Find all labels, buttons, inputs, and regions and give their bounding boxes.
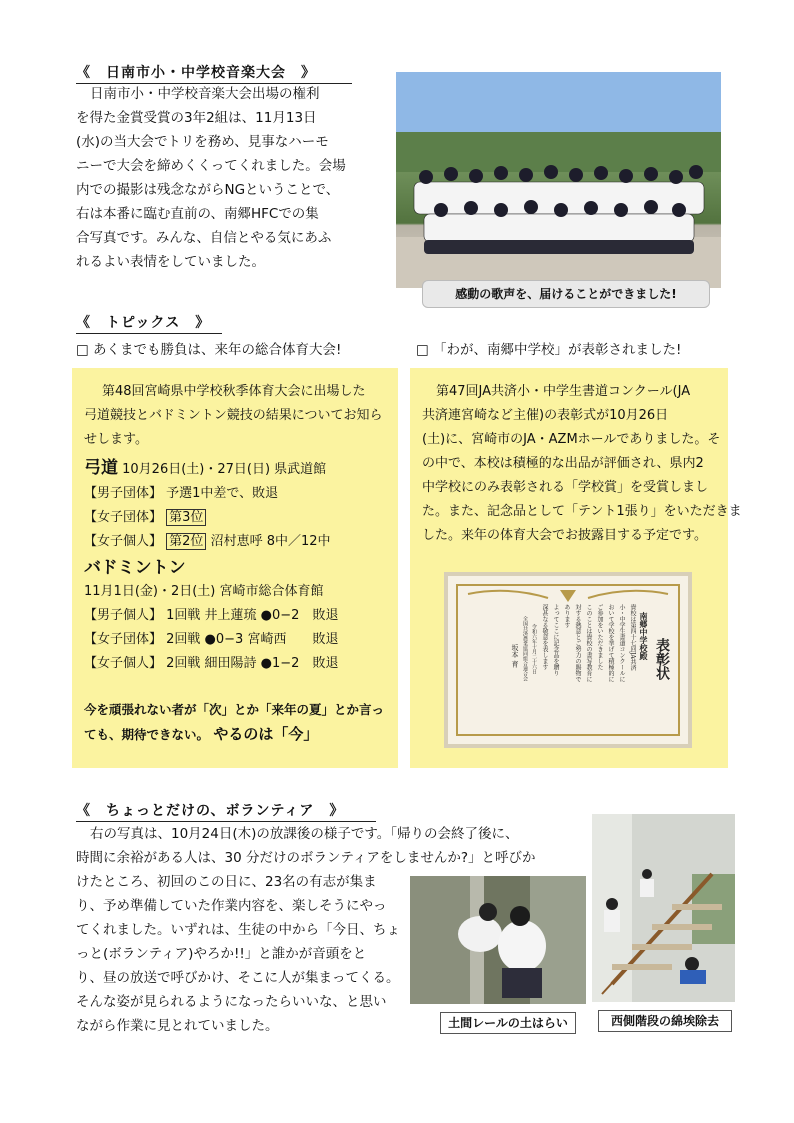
kyudo-title: 弓道 — [84, 458, 118, 478]
badminton-result-row: 【男子個人】 1回戦 井上蓮琉 ●0−2 敗退 — [84, 608, 339, 623]
kyudo-date: 10月26日(土)・27日(日) 県武道館 — [122, 462, 327, 477]
text-line: れるよい表情をしていました。 — [76, 254, 265, 270]
text-line: そんな姿が見られるようになったらいいな、と思い — [76, 994, 387, 1010]
floor-rail-photo — [410, 876, 586, 1004]
intro-line: せします。 — [84, 432, 148, 447]
certificate-title: 表彰状 — [654, 638, 670, 680]
kyudo-row — [84, 456, 390, 482]
kyudo-result-row — [84, 506, 390, 530]
text-line: ニーで大会を締めくくってくれました。会場 — [76, 158, 346, 174]
closing-message-2 — [84, 722, 390, 747]
text-line: っと(ボランティア)やろか!!」と誰かが音頭をと — [76, 946, 367, 962]
certificate-signer: 坂本 育 — [511, 644, 519, 668]
volunteer-text-wide — [76, 822, 596, 870]
kyudo-result-row — [84, 482, 390, 506]
certificate-line: 小・中学生書道コンクールに — [618, 604, 625, 682]
certificate-line: おいて学校を挙げて積極的に — [607, 604, 614, 682]
certificate-line: 深甚なる敬意を表します — [541, 604, 548, 670]
closing-message: 今を頑張れない者が「次」とか「来年の夏」とか言っ — [84, 702, 385, 717]
rank-badge: 第3位 — [166, 509, 206, 526]
award-line: 中学校にのみ表彰される「学校賞」を受賞しまし — [422, 480, 709, 495]
certificate-line: あります — [563, 604, 570, 628]
topic-left-title: □ あくまでも勝負は、来年の総合体育大会! — [76, 342, 342, 358]
certificate-line: このことは貴校の書写教育に — [585, 604, 592, 682]
stairs-photo-scene — [592, 814, 735, 1002]
award-line: の中で、本校は積極的な出品が評価され、県内2 — [422, 456, 704, 471]
group-photo-figures — [396, 72, 721, 288]
group-photo — [396, 72, 721, 288]
badminton-date: 11月1日(金)・2日(土) 宮崎市総合体育館 — [84, 584, 324, 599]
certificate-line: 対する熱意とご努力の賜物で — [574, 604, 581, 682]
group-photo-caption: 感動の歌声を、届けることができました! — [422, 280, 710, 308]
award-line: た。また、記念品として「テント1張り」をいただきま — [422, 504, 742, 519]
certificate-line: よってここに記念品を贈り — [552, 604, 559, 676]
sports-results-box — [72, 368, 398, 768]
certificate-school: 南郷中学校殿 — [639, 612, 649, 660]
text-line: を得た金賞受賞の3年2組は、11月13日 — [76, 110, 317, 126]
badminton-title: バドミントン — [84, 558, 186, 578]
certificate-date: 令和六年十月二十六日 — [531, 624, 537, 674]
certificate-text — [464, 604, 672, 730]
text-line: 日南市小・中学校音楽大会出場の権利 — [90, 86, 320, 102]
text-line: り、予め準備していた作業内容を、楽しそうにやっ — [76, 898, 387, 914]
certificate-org: 全国共済農業協同組合連合会 — [522, 616, 528, 681]
award-line: 第47回JA共済小・中学生書道コンクール(JA — [436, 384, 691, 399]
topic-right-title: □ 「わが、南郷中学校」が表彰されました! — [416, 342, 682, 358]
badminton-result-row: 【女子団体】 2回戦 ●0−3 宮崎西 敗退 — [84, 632, 339, 647]
text-line: てくれました。いずれは、生徒の中から「今日、ちょ — [76, 922, 400, 938]
rank-badge: 第2位 — [166, 533, 206, 550]
stairs-caption: 西側階段の綿埃除去 — [598, 1010, 732, 1032]
certificate-line: ご参加をいただきました — [596, 604, 603, 670]
certificate-image — [444, 572, 692, 748]
text-line: (水)の当大会でトリを務め、見事なハーモ — [76, 134, 329, 150]
result-category: 【女子団体】 — [84, 510, 163, 525]
text-line: 右は本番に臨む直前の、南郷HFCでの集 — [76, 206, 319, 222]
text-line: 内での撮影は残念ながらNGということで、 — [76, 182, 340, 198]
text-line: り、昼の放送で呼びかけ、そこに人が集まってくる。 — [76, 970, 400, 986]
text-line: けたところ、初回のこの日に、23名の有志が集ま — [76, 874, 377, 890]
badminton-result-row: 【女子個人】 2回戦 細田陽詩 ●1−2 敗退 — [84, 656, 339, 671]
award-line: (土)に、宮崎市のJA・AZMホールでありました。そ — [422, 432, 721, 447]
intro-line: 第48回宮崎県中学校秋季体育大会に出場した — [102, 384, 366, 399]
intro-line: 弓道競技とバドミントン競技の結果についてお知ら — [84, 408, 383, 423]
result-detail: 予選1中差で、敗退 — [166, 486, 279, 501]
volunteer-text-narrow — [76, 870, 408, 1038]
floor-rail-photo-scene — [410, 876, 586, 1004]
text-line: 右の写真は、10月24日(木)の放課後の様子です。「帰りの会終了後に、 — [90, 826, 519, 842]
certificate-line: 貴校は第四十七回JA共済 — [629, 604, 636, 671]
closing-part: ても、期待できない。 — [84, 727, 210, 742]
topics-heading: 《 トピックス 》 — [76, 312, 222, 334]
stairs-photo — [592, 814, 735, 1002]
music-festival-heading: 《 日南市小・中学校音楽大会 》 — [76, 62, 352, 84]
text-line: 時間に余裕がある人は、30 分だけのボランティアをしませんか?」と呼びか — [76, 850, 536, 866]
award-line: した。来年の体育大会でお披露目する予定です。 — [422, 528, 707, 543]
result-detail: 沼村恵呼 8中／12中 — [210, 534, 331, 549]
floor-rail-caption: 土間レールの土はらい — [440, 1012, 576, 1034]
music-festival-text — [76, 82, 396, 274]
result-category: 【男子団体】 — [84, 486, 163, 501]
volunteer-heading: 《 ちょっとだけの、ボランティア 》 — [76, 800, 376, 822]
kyudo-result-row — [84, 530, 390, 554]
text-line: ながら作業に見とれていました。 — [76, 1018, 279, 1034]
closing-emphasis: やるのは「今」 — [213, 725, 319, 743]
result-category: 【女子個人】 — [84, 534, 163, 549]
text-line: 合写真です。みんな、自信とやる気にあふ — [76, 230, 332, 246]
award-line: 共済連宮崎など主催)の表彰式が10月26日 — [422, 408, 669, 423]
